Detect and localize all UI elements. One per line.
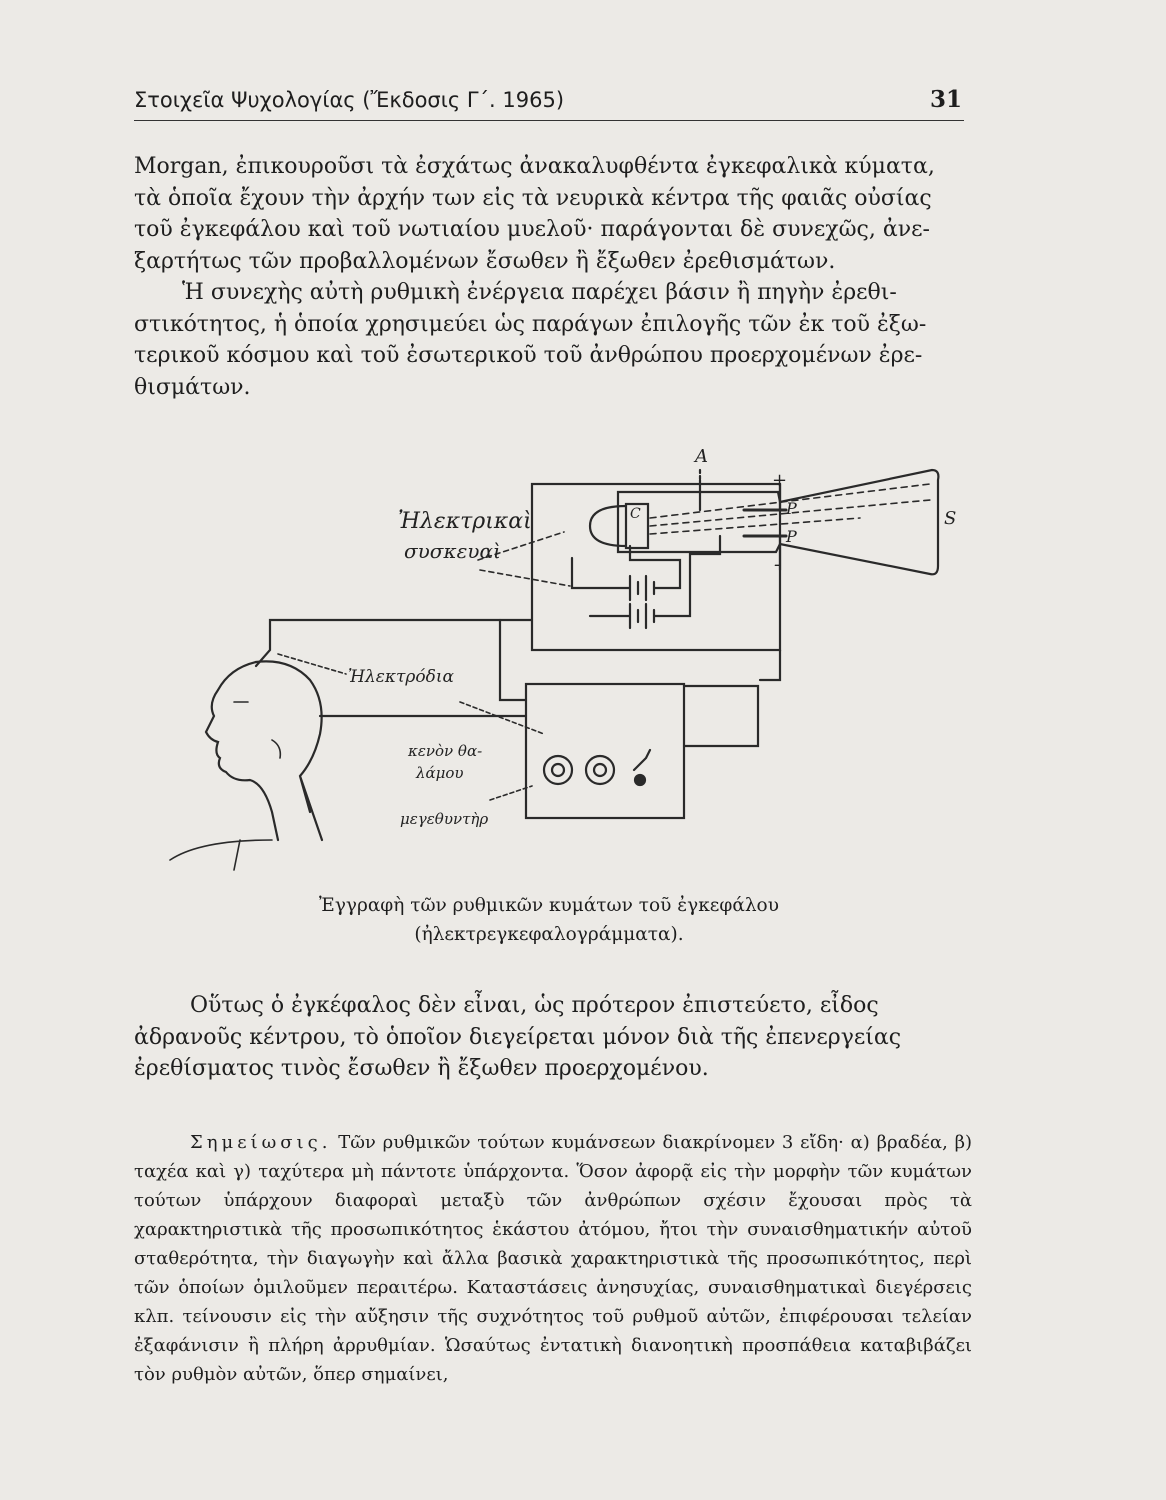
pen-recorder-dot	[635, 775, 645, 785]
eeg-diagram	[160, 440, 960, 880]
vacuum-tube-2	[586, 756, 614, 784]
paragraph-1-line: Ἡ συνεχὴς αὐτὴ ρυθμικὴ ἐνέργεια παρέχει βάσιν ἢ πηγὴν ἐρεθι-	[182, 280, 897, 305]
running-title: Στοιχεῖα Ψυχολογίας (Ἔκδοσις Γ΄. 1965)	[134, 88, 565, 112]
vacuum-tube-1	[544, 756, 572, 784]
label-s: S	[944, 508, 957, 529]
label-a: A	[695, 446, 708, 467]
paragraph-1-line: θισμάτων.	[134, 374, 251, 400]
amp-wire-2	[500, 620, 526, 700]
shoulder-lines	[170, 840, 272, 870]
devices-box	[532, 484, 780, 650]
paragraph-1-line: στικότητος, ἡ ὁποία χρησιμεύει ὡς παράγων ἐπιλογῆς τῶν ἐκ τοῦ ἐξω-	[134, 311, 927, 337]
note-block	[134, 1128, 972, 1389]
face-details	[234, 702, 280, 758]
label-tube-1: κενὸν θα-	[408, 742, 483, 760]
paragraph-2: Οὕτως ὁ ἐγκέφαλος δὲν εἶναι, ὡς πρότερον ἐπιστεύετο, εἶδος ἀδρανοῦς κέντρου, τὸ ὁποῖον διεγείρεται μόνον διὰ τῆς ἐπενεργείας ἐρεθίσματος τινὸς ἔσωθεν ἢ ἔξωθεν προερχομένου.	[134, 993, 902, 1081]
pen-recorder	[634, 750, 650, 770]
paragraph-1-line: Morgan, ἐπικουροῦσι τὰ ἐσχάτως ἀνακαλυφθέντα ἐγκεφαλικὰ κύματα,	[134, 154, 935, 179]
page-header	[134, 86, 964, 121]
paragraph-1-line: ξαρτήτως τῶν προβαλλομένων ἔσωθεν ἢ ἔξωθεν ἐρεθισμάτων.	[134, 248, 836, 274]
devices-pointer-2	[480, 570, 570, 586]
electrode-wire-1	[256, 620, 532, 666]
paragraph-1	[134, 151, 970, 403]
eeg-figure	[160, 440, 960, 880]
label-c: C	[630, 506, 641, 522]
paragraph-1-line: τὰ ὁποῖα ἔχουν τὴν ἀρχήν των εἰς τὰ νευρικὰ κέντρα τῆς φαιᾶς οὐσίας	[134, 185, 932, 211]
head-back	[256, 661, 322, 840]
label-p1: P	[786, 499, 797, 518]
battery-1	[572, 546, 680, 600]
paragraph-1-line: τοῦ ἐγκεφάλου καὶ τοῦ νωτιαίου μυελοῦ· παράγονται δὲ συνεχῶς, ἀνε-	[134, 217, 930, 242]
page-number: 31	[929, 86, 962, 113]
paragraph-1-line: τερικοῦ κόσμου καὶ τοῦ ἐσωτερικοῦ τοῦ ἀνθρώπου προερχομένων ἐρε-	[134, 343, 923, 368]
label-tube-2: λάμου	[416, 764, 464, 782]
note-heading: Σημείωσις.	[190, 1132, 332, 1153]
vacuum-tube-2-core	[594, 764, 606, 776]
vacuum-tube-1-core	[552, 764, 564, 776]
head-profile	[206, 662, 278, 840]
label-p2: P	[786, 527, 797, 546]
label-devices-2: συσκευαὶ	[404, 539, 501, 563]
figure-caption-line-1: Ἐγγραφὴ τῶν ρυθμικῶν κυμάτων τοῦ ἐγκεφάλου	[319, 895, 779, 916]
label-minus: -	[774, 554, 781, 575]
label-devices-1: Ἠλεκτρικαὶ	[398, 509, 532, 534]
tube-pointer	[460, 702, 544, 734]
electron-gun	[590, 506, 626, 546]
label-amplifier: μεγεθυντὴρ	[400, 810, 489, 828]
figure-caption-line-2: (ἠλεκτρεγκεφαλογράμματα).	[414, 924, 684, 945]
label-electrodes: Ἠλεκτρόδια	[348, 667, 455, 687]
amplifier-box	[526, 684, 684, 818]
label-plus: +	[772, 470, 788, 491]
amp-wire-1	[760, 650, 780, 680]
amp-output-line	[684, 686, 758, 746]
note-text: Τῶν ρυθμικῶν τούτων κυμάνσεων διακρίνομεν 3 εἴδη· α) βραδέα, β) ταχέα καὶ γ) ταχύτερα μὴ πάντοτε ὑπάρχοντα. Ὅσον ἀφορᾷ εἰς τὴν μορφὴν τῶν κυμάτων τούτων ὑπάρχουν διαφοραὶ μεταξὺ τῶν ἀνθρώπων σχέσιν ἔχουσαι πρὸς τὰ χαρακτηριστικὰ τῆς προσωπικότητος ἑκάστου ἀτόμου, ἤτοι τὴν συναισθηματικήν αὐτοῦ σταθερότητα, τὴν διαγωγὴν καὶ ἄλλα βασικὰ χαρακτηριστικὰ τῆς προσωπικότητος, περὶ τῶν ὁποίων ὁμιλοῦμεν περαιτέρω. Καταστάσεις ἀνησυχίας, συναισθηματικαὶ διεγέρσεις κλπ. τείνουσιν εἰς τὴν αὔξησιν τῆς συχνότητος τοῦ ρυθμοῦ αὐτῶν, ἐπιφέρουσαι τελείαν ἐξαφάνισιν ἢ πλήρη ἀρρυθμίαν. Ὡσαύτως ἐντατικὴ διανοητικὴ προσπάθεια καταβιβάζει τὸν ρυθμὸν αὐτῶν, ὅπερ σημαίνει,	[134, 1132, 972, 1385]
